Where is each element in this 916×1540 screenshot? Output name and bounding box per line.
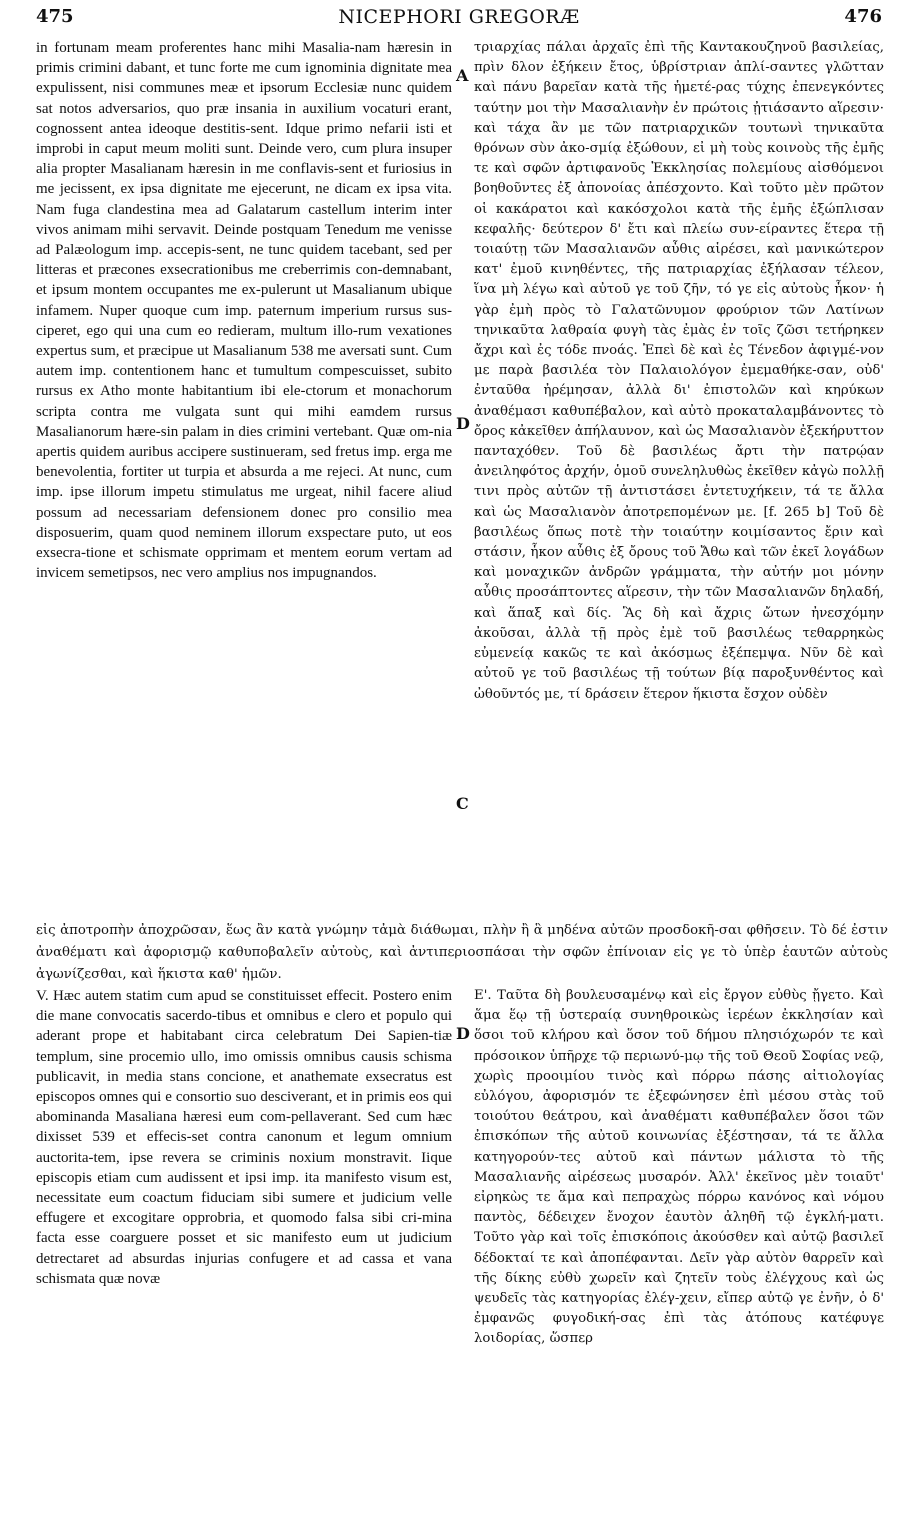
greek-column-top [474,38,884,918]
margin-marker-a: A [456,66,469,85]
latin-text-bottom: V. Hæc autem statim cum apud se constituisset effecit. Postero enim die mane convocatis sacerdo-tibus et omnibus e clero et populo qui aderant prope et habitabant circa celebratum Dei Sapien-tiæ templum, sine procemio ullo, imo omissis omnibus causis schisma publicavit, in media stans concione, et anathemate exsecratus est episcopos omnes qui e consortio suo desciverant, et in primis eos qui abominanda Masaliana hæresi eum com-pellaverant. Sed cum hæc dixisset 539 et effecis-set contra canonum et legum omnium auctorita-tem, ipse revera se criminis noxium monstravit. Iique episcopis etiam cum audissent et ipsi imp. ita manifesto visum est, necessitate eum coactum fiduciam sibi sumere et judicium velle effugere et excogitare opprobria, et quomodo falsa sibi cri-mina facta esse coarguere posset et sic manifesto eum ut judicium detrectaret ad absurdas injurias confugere et ad cassa et vana schismata quæ novæ [36,988,452,1287]
greek-full-width-paragraph [36,920,888,986]
page-number-right: 476 [844,6,882,27]
greek-text-top: τριαρχίας πάλαι ἀρχαῖς ἐπὶ τῆς Καντακουζηνοῦ βασιλείας, πρὶν δλον ἐξήκειν ἔτος, ὑβρίστριαν ἀπλί-σαντες γλῶτταν καὶ πάνυ βαρεῖαν κατὰ τῆς ἡμετέ-ρας τύχης ἐπενεγκόντες ταύτην μοι τὴν Μασαλιανὴν ἐν πρώτοις ᾐτιάσαντο αἵρεσιν· καὶ τάχα ἂν με τῶν πατριαρχικῶν τουτωνὶ τηνικαῦτα θρόνων σὺν ἀκο-σμίᾳ ἐξώθουν, εἰ μὴ τοὺς κοινοὺς τῆς ἐμῆς τε καὶ σφῶν ἀρτιφανοῦς Ἐκκλησίας πολεμίους αἰσθόμενοι βοηθοῦντες ἐξ ἀπονοίας ἀπέσχοντο. Καὶ τοῦτο μὲν πρῶτον οἱ κακάρατοι καὶ κακόσχολοι κατὰ τῆς ἐμῆς ἐξώπλισαν κεφαλῆς· δεύτερον δ' ἔτι καὶ πλείω συν-είραντες ἕτερα τῇ τοιαύτῃ τῶν Μασαλιανῶν αὖθις αἱρέσει, καὶ μανικώτερον κατ' ἐμοῦ κινηθέντες, τῆς πατριαρχίας ἐξήλασαν τέλεον, ἵνα μὴ λέγω καὶ αὐτοῦ γε τοῦ ζῆν, τό γε εἰς αὐτοὺς ἧκον· ἡ γὰρ ἐμὴ πρὸς τὸ Γαλατῶνυμον φρούριον τῶν Λατίνων τηνικαῦτα λαθραία φυγὴ τὰς ἐμὰς ἐν τοῖς ζῶσι τετήρηκεν ἄχρι καὶ ἐς τόδε πνοάς. Ἐπεὶ δὲ καὶ ἐς Τένεδον ἀφιγμέ-νον με παρὰ βασιλέα τὸν Παλαιολόγον ἐμεμαθήκε-σαν, οὐδ' ἐνταῦθα ἠρέμησαν, ἀλλὰ δι' ἐπιστολῶν καὶ κηρύκων ἀναθέμασι καθυπέβαλον, καὶ αὐτὸ προκαταλαμβάνοντες τὸ ὄρος κἀκεῖθεν ἀπήλαυνον, καὶ ὡς Μασαλιανὸν ἐξεκήρυττον πανταχόθεν. Τοῦ δὲ βασιλέως ἄρτι τὴν πατρῴαν ἀνειληφότος ἀρχήν, ὁμοῦ συνεληλυθὼς ἐκεῖθεν κἀγὼ πολλῇ τινι πρὸς αὐτῶν τῇ ἀντιστάσει ἐντετυχήκειν, τά τε ἄλλα καὶ ὡς Μασαλιανὸν ἀποτρεπομένων με. [f. 265 b] Τοῦ δὲ βασιλέως ὅπως ποτὲ τὴν τοιαύτην κοιμίσαντος ἔριν καὶ στάσιν, ἧκον αὖθις ἐξ ὄρους τοῦ Ἄθω καὶ τῶν ἐκεῖ λογάδων καὶ μοναχικῶν ἀνδρῶν γράμματα, τὴν αὐτήν μοι μόνην αὖθις προσάπτοντες αἵρεσιν, τὴν τῶν Μασαλιανῶν δηλαδή, καὶ ἅπαξ καὶ δίς. Ἃς δὴ καὶ ἄχρις ὤτων ἠνεσχόμην ἀκοῦσαι, ἀλλὰ τῇ πρὸς ἐμὲ τοῦ βασιλέως τεθαρρηκὼς εὐμενείᾳ κακῶς τε καὶ ἀκόσμως ἐξέπεμψα. Νῦν δὲ καὶ αὐτοῦ γε τοῦ βασιλέως τῇ τούτων βίᾳ παροξυνθέντος καὶ ὠθοῦντός με, τί δράσειν ἕτερον ἥκιστα ἔσχον οὐδὲν [474,40,884,702]
page-header [36,6,882,32]
margin-marker-d-upper: D [456,414,470,433]
greek-text-bottom: Ε'. Ταῦτα δὴ βουλευσαμένῳ καὶ εἰς ἔργον εὐθὺς ᾔγετο. Καὶ ἅμα ἕῳ τῇ ὑστεραίᾳ συνηθροικὼς ἱερέων ἐκκλησίαν καὶ ὅσοι τοῦ κλήρου καὶ ὅσον τοῦ δήμου πλησιόχωρόν τε καὶ πρόσοικον ὑπῆρχε τῷ περιωνύ-μῳ τῆς τοῦ Θεοῦ Σοφίας νεῷ, χωρὶς προοιμίου τινὸς καὶ πόρρω πάσης αἰτιολογίας εὐλόγου, ἀφορισμόν τε ἐξεφώνησεν ἐπὶ μέσου στὰς τοῦ τοιούτου θεάτρου, καὶ ἀναθέματι καθυπέβαλεν ὅσοι τῶν ἐπισκόπων τῆς αὐτοῦ κοινωνίας ἐξέστησαν, τά τε ἄλλα κατηγορούν-τες αὐτοῦ καὶ πάντων μάλιστα τὸ τῆς Μασαλιανῆς αἱρέσεως μυσαρόν. Ἀλλ' ἐκεῖνος μὲν τοιαῦτ' εἰρηκὼς τε ἅμα καὶ πεπραχὼς πόρρω κανόνος καὶ νόμου παντὸς, δέδειχεν ἔνοχον ἑαυτὸν ἀληθῆ τῷ ἐγκλή-ματι. Τοῦτο γὰρ καὶ τοῖς ἐπισκόποις ἀκούσθεν καὶ αὐτῷ βασιλεῖ δέδοκταί τε καὶ ἀποπέφανται. Δεῖν γὰρ αὐτὸν θαρρεῖν καὶ τῆς δίκης εὐθὺ χωρεῖν καὶ ζητεῖν τοὺς ἐλέγχους καὶ ὡς ψευδεῖς τὰς κατηγορίας ἐλέγ-χειν, εἴπερ αὐτῷ γε ἐνῆν, ὁ δ' ἐμφανῶς φυγοδική-σας ἐπὶ τὰς ἀτόπους κατέφυγε λοιδορίας, ὥσπερ [474,988,884,1347]
page-number-left: 475 [36,6,74,27]
greek-full-width-text: εἰς ἀποτροπὴν ἀποχρῶσαν, ἕως ἂν κατὰ γνώμην τἀμὰ διάθωμαι, πλὴν ἢ ἃ μηδένα αὐτῶν προσδοκῆ-σαι φθῆσειν. Τὸ δέ ἐστιν ἀναθέματι καὶ ἀφορισμῷ καθυποβαλεῖν αὐτοὺς, καὶ ἀντιπεριοσπάσαι τὴν σφῶν ἐπίνοιαν εἰς γε τὸ ὑπὲρ ἑαυτῶν αὐτοὺς ἀγωνίζεσθαι, καὶ ἥκιστα καθ' ἡμῶν. [36,923,888,982]
running-title: NICEPHORI GREGORÆ [338,6,580,28]
margin-marker-c: C [456,794,469,813]
margin-marker-d-lower: D [456,1024,470,1043]
greek-column-bottom [474,986,884,1526]
latin-column-bottom [36,986,452,1526]
latin-column-top [36,38,452,918]
latin-text-top: in fortunam meam proferentes hanc mihi Masalia-nam hæresin in primis crimini dabant, et tunc forte me cum ignominia dignitate mea expulissent, nisi communes meæ et ipsorum Ecclesiæ nunc quidem sat notos adversarios, quo præ insania in auxilium vocaturi erant, cognossent antea ideoque destitis-sent. Idque primo nefarii isti et improbi in caput meum moliti sunt. Deinde vero, cum plura insuper alia propter Masalianam hæresin in me conflavis-sent et furiosius in me jecissent, ex ipsa dignitate me ejecerunt, ne dicam ex ipsa vita. Nam fuga clandestina mea ad Galatarum castellum interim inter vivos animam mihi servavit. Deinde postquam Tenedum me venisse ad Palæologum imp. accepis-sent, ne tunc quidem tacebant, sed per litteras et præcones exsecrationibus me creberrimis con-demnabant, et ipsum montem occupantes me ex-pulerunt ut Masalianum ubique infamem. Nuper quoque cum imp. paternum imperium rursus sus-ciperet, ego qui una cum eo redieram, multum illo-rum vexationes expertus sum, et præcipue ut Masalianum 538 me aversati sunt. Cum autem imp. contentionem hanc et tumultum compescuisset, subito rursus ex Atho monte habitantium ibi ele-ctorum et monachorum scripta contra me vulgata sunt qui mihi eamdem rursus Masalianorum hære-sin palam in dies crimini vertebant. Quæ om-nia apertis quidem auribus accipere sustinueram, sed fretus imp. erga me benevolentia, fortiter ut turpia et absurda a me rejeci. At nunc, cum imp. ipse illorum impetu stimulatus me urgeat, nihil facere aliud possum ad necessariam defensionem donec pro consilio mea disposuerim, quam quod neminem illorum exspectare puto, ut eos exsecra-tione et schismate opprimam et mentem eorum vertam ad invicem semetipsos, nec vero amplius nos impugnandos. [36,40,452,582]
